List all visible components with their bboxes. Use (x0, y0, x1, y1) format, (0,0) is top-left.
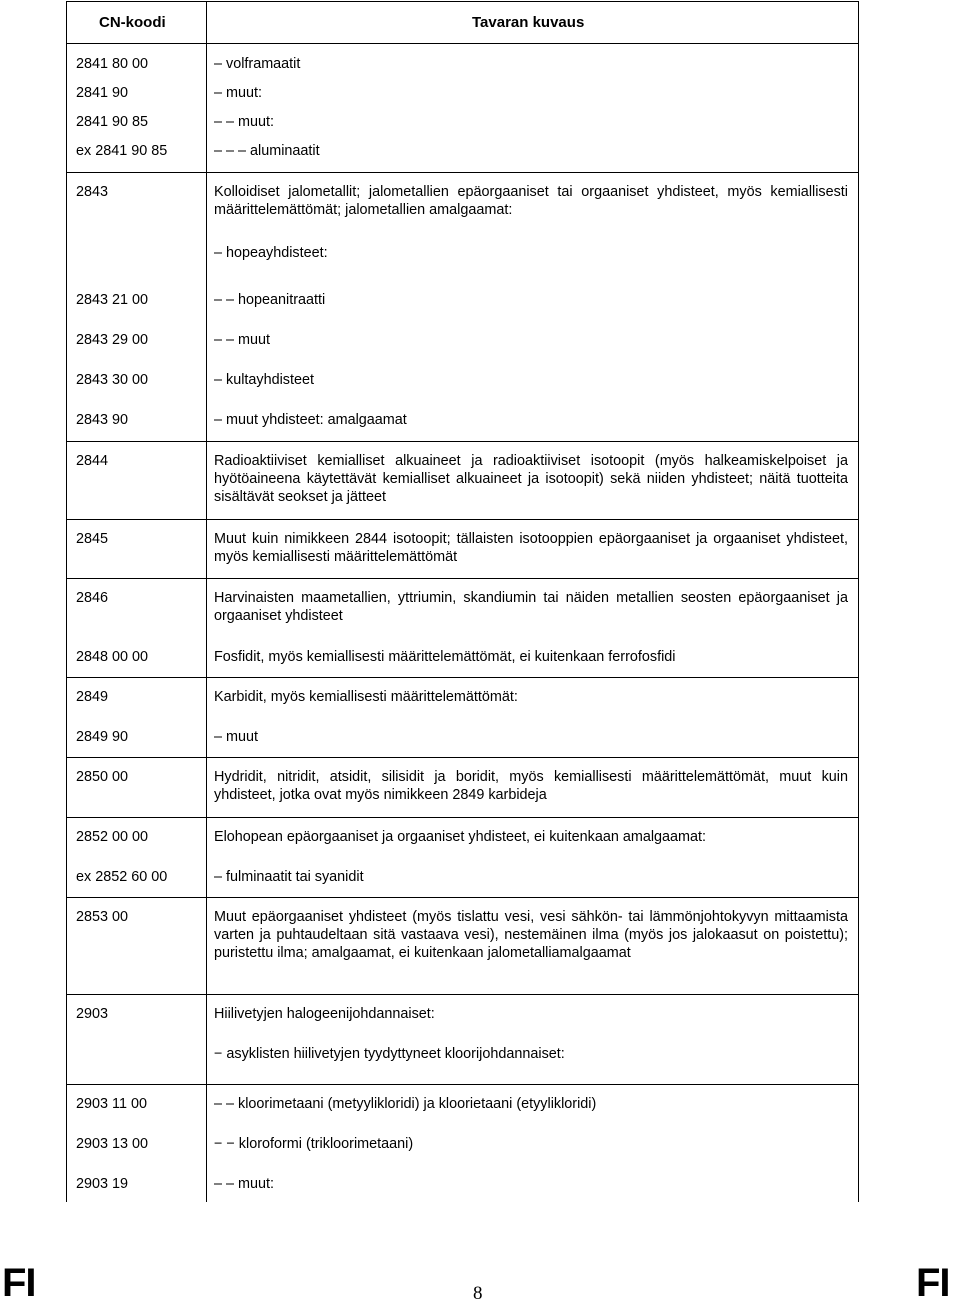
cn-code: 2903 13 00 (76, 1136, 149, 1152)
row-divider (67, 43, 858, 44)
cn-code: 2849 (76, 689, 109, 705)
cn-code: 2843 90 (76, 412, 129, 428)
goods-description: Hiilivetyjen halogeenijohdannaiset: (214, 1006, 435, 1022)
cn-code: 2843 (76, 184, 109, 200)
goods-description: Hydridit, nitridit, atsidit, silisidit ja boridit, myös kemiallisesti määrittelemättömät, muut kuin yhdisteet, jotka ovat myös nimikkeen 2849 karbideja (214, 769, 848, 803)
row-divider (67, 677, 858, 678)
goods-description: – kultayhdisteet (214, 372, 314, 388)
footer-language-mark-left: FI (2, 1261, 36, 1305)
goods-description: – fulminaatit tai syanidit (214, 869, 364, 885)
row-divider (67, 519, 858, 520)
goods-description: – – muut: (214, 114, 274, 130)
row-divider (67, 897, 858, 898)
goods-description: − asyklisten hiilivetyjen tyydyttyneet kloorijohdannaiset: (214, 1046, 565, 1062)
cn-code: 2841 90 (76, 85, 129, 101)
goods-description: – muut: (214, 85, 262, 101)
header-description: Tavaran kuvaus (472, 14, 585, 31)
cn-code: 2844 (76, 453, 109, 469)
cn-code: 2843 29 00 (76, 332, 149, 348)
cn-code: 2841 90 85 (76, 114, 149, 130)
goods-description: Elohopean epäorgaaniset ja orgaaniset yhdisteet, ei kuitenkaan amalgaamat: (214, 829, 707, 845)
goods-description: – – hopeanitraatti (214, 292, 326, 308)
cn-code: ex 2852 60 00 (76, 869, 168, 885)
cn-code: ex 2841 90 85 (76, 143, 168, 159)
cn-code: 2846 (76, 590, 109, 606)
cn-code: 2853 00 (76, 909, 129, 925)
goods-description: Fosfidit, myös kemiallisesti määrittelemättömät, ei kuitenkaan ferrofosfidi (214, 649, 676, 665)
goods-description: – – muut: (214, 1176, 274, 1192)
cn-code: 2843 30 00 (76, 372, 149, 388)
row-divider (67, 994, 858, 995)
cn-code: 2841 80 00 (76, 56, 149, 72)
cn-code: 2845 (76, 531, 109, 547)
goods-description: Karbidit, myös kemiallisesti määrittelemättömät: (214, 689, 518, 705)
row-divider (67, 757, 858, 758)
row-divider (67, 578, 858, 579)
cn-code: 2852 00 00 (76, 829, 149, 845)
header-cn-code: CN-koodi (99, 14, 166, 31)
goods-description: – – muut (214, 332, 270, 348)
goods-description: − − kloroformi (trikloorimetaani) (214, 1136, 414, 1152)
goods-description: – – kloorimetaani (metyylikloridi) ja kloorietaani (etyylikloridi) (214, 1096, 597, 1112)
page-number: 8 (473, 1283, 483, 1304)
goods-description: Radioaktiiviset kemialliset alkuaineet ja radioaktiiviset isotoopit (myös halkeamiskelpoiset ja hyötöaineena käytettävät kemialliset alkuaineet ja isotoopit) sekä niiden yhdisteet; näitä tuotteita sisältävät seokset ja jätteet (214, 453, 848, 505)
goods-description: Harvinaisten maametallien, yttriumin, skandiumin tai näiden metallien seosten epäorgaaniset ja orgaaniset yhdisteet (214, 590, 848, 624)
cn-code: 2849 90 (76, 729, 129, 745)
column-divider (206, 2, 207, 1202)
footer-language-mark-right: FI (916, 1261, 950, 1305)
row-divider (67, 1084, 858, 1085)
row-divider (67, 172, 858, 173)
row-divider (67, 441, 858, 442)
cn-code: 2843 21 00 (76, 292, 149, 308)
goods-description: Muut kuin nimikkeen 2844 isotoopit; tällaisten isotooppien epäorgaaniset ja orgaaniset yhdisteet, myös kemiallisesti määrittelemättömät (214, 531, 848, 565)
goods-description: – volframaatit (214, 56, 301, 72)
cn-code: 2903 (76, 1006, 109, 1022)
cn-code: 2848 00 00 (76, 649, 149, 665)
cn-code: 2903 11 00 (76, 1096, 147, 1112)
goods-description: – muut yhdisteet: amalgaamat (214, 412, 407, 428)
tariff-table (66, 1, 859, 1202)
goods-description: – hopeayhdisteet: (214, 245, 328, 261)
cn-code: 2850 00 (76, 769, 129, 785)
cn-code: 2903 19 (76, 1176, 129, 1192)
goods-description: Kolloidiset jalometallit; jalometallien epäorgaaniset tai orgaaniset yhdisteet, myös kemiallisesti määrittelemättömät; jalometallien amalgaamat: (214, 184, 848, 218)
goods-description: Muut epäorgaaniset yhdisteet (myös tislattu vesi, vesi sähkön- tai lämmönjohtokyvyn mittaamista varten ja puhtaudeltaan sitä vastaava vesi), nestemäinen ilma (myös jos jalokaasut on poistettu); puristettu ilma; amalgaamat, ei kuitenkaan jalometalliamalgaamat (214, 909, 848, 961)
goods-description: – – – aluminaatit (214, 143, 320, 159)
goods-description: – muut (214, 729, 258, 745)
row-divider (67, 817, 858, 818)
